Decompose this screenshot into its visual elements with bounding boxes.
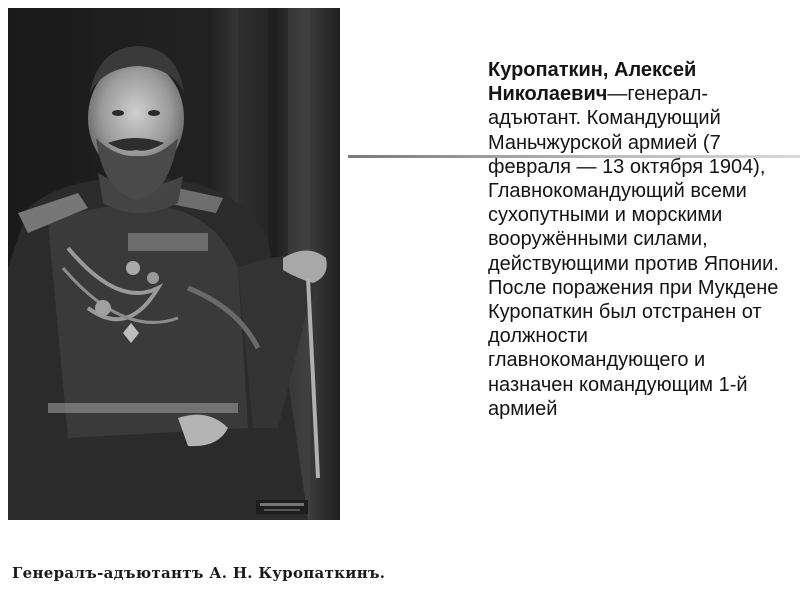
biography-description: —генерал-адъютант. Командующий Маньчжурской армией (7 февраля — 13 октября 1904), Главнокомандующий всеми сухопутными и морскими вооружёнными силами, действующими против Японии. После поражения при Мукдене Куропаткин был отстранен от должности главнокомандующего и назначен командующим 1-й армией bbox=[488, 83, 779, 420]
person-name: Куропаткин, Алексей Николаевич bbox=[488, 59, 697, 106]
photo-caption: Генералъ-адъютантъ А. Н. Куропаткинъ. bbox=[12, 564, 386, 582]
biography-text bbox=[488, 58, 788, 421]
portrait-photo bbox=[8, 8, 340, 520]
portrait-icon bbox=[8, 8, 340, 520]
